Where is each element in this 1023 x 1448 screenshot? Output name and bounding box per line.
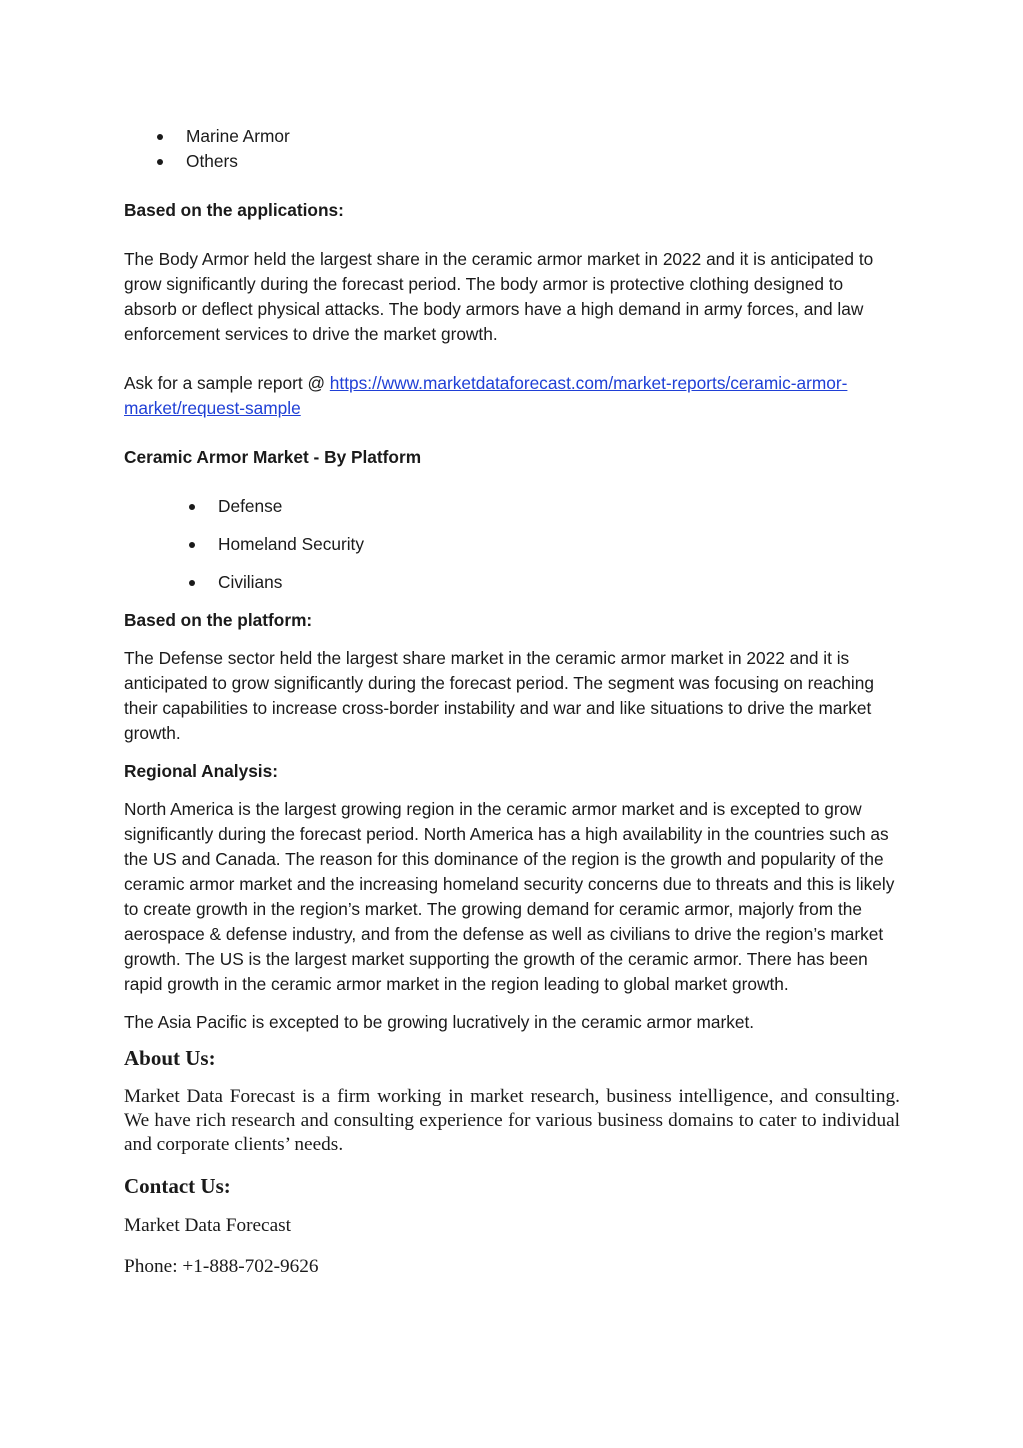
about-paragraph: Market Data Forecast is a firm working in market research, business intelligence, and consulting. We have rich research and consulting experience for various business domains to cater to individual and corporate clients’ needs. — [124, 1086, 900, 1155]
sample-prefix: Ask for a sample report @ — [124, 373, 330, 393]
regional-paragraph-2: The Asia Pacific is excepted to be growing lucratively in the ceramic armor market. — [124, 1012, 755, 1032]
document-page — [124, 124, 900, 1279]
list-item: Civilians — [124, 570, 900, 595]
sample-report-line — [124, 371, 900, 421]
regional-paragraph-1: North America is the largest growing region in the ceramic armor market and is excepted to grow significantly during the forecast period. North America has a high availability in the countries such as the US and Canada. The reason for this dominance of the region is the growth and popularity of the ceramic armor market and the increasing homeland security concerns due to threats and this is likely to create growth in the region’s market. The growing demand for ceramic armor, majorly from the aerospace & defense industry, and from the defense as well as civilians to drive the region’s market growth. The US is the largest market supporting the growth of the ceramic armor. There has been rapid growth in the ceramic armor market in the region leading to global market growth. — [124, 799, 895, 994]
segment-list — [124, 124, 900, 174]
contact-heading: Contact Us: — [124, 1174, 231, 1198]
regional-heading: Regional Analysis: — [124, 761, 278, 781]
sample-report-link[interactable]: https://www.marketdataforecast.com/market-reports/ceramic-armor-market/request-sample — [124, 373, 848, 418]
platform-paragraph: The Defense sector held the largest share market in the ceramic armor market in 2022 and it is anticipated to grow significantly during the forecast period. The segment was focusing on reaching their capabilities to increase cross-border instability and war and like situations to drive the market growth. — [124, 648, 874, 743]
list-item: Marine Armor — [124, 124, 900, 149]
list-item: Others — [124, 149, 900, 174]
about-heading: About Us: — [124, 1046, 216, 1070]
contact-phone: Phone: +1-888-702-9626 — [124, 1256, 319, 1277]
list-item: Homeland Security — [124, 532, 900, 557]
contact-company: Market Data Forecast — [124, 1215, 292, 1236]
list-item: Defense — [124, 494, 900, 519]
platform-heading: Ceramic Armor Market - By Platform — [124, 447, 422, 467]
platform-based-heading: Based on the platform: — [124, 610, 313, 630]
applications-paragraph: The Body Armor held the largest share in the ceramic armor market in 2022 and it is anticipated to grow significantly during the forecast period. The body armor is protective clothing designed to absorb or deflect physical attacks. The body armors have a high demand in army forces, and law enforcement services to drive the market growth. — [124, 249, 874, 344]
applications-heading: Based on the applications: — [124, 200, 344, 220]
platform-list — [124, 494, 900, 595]
